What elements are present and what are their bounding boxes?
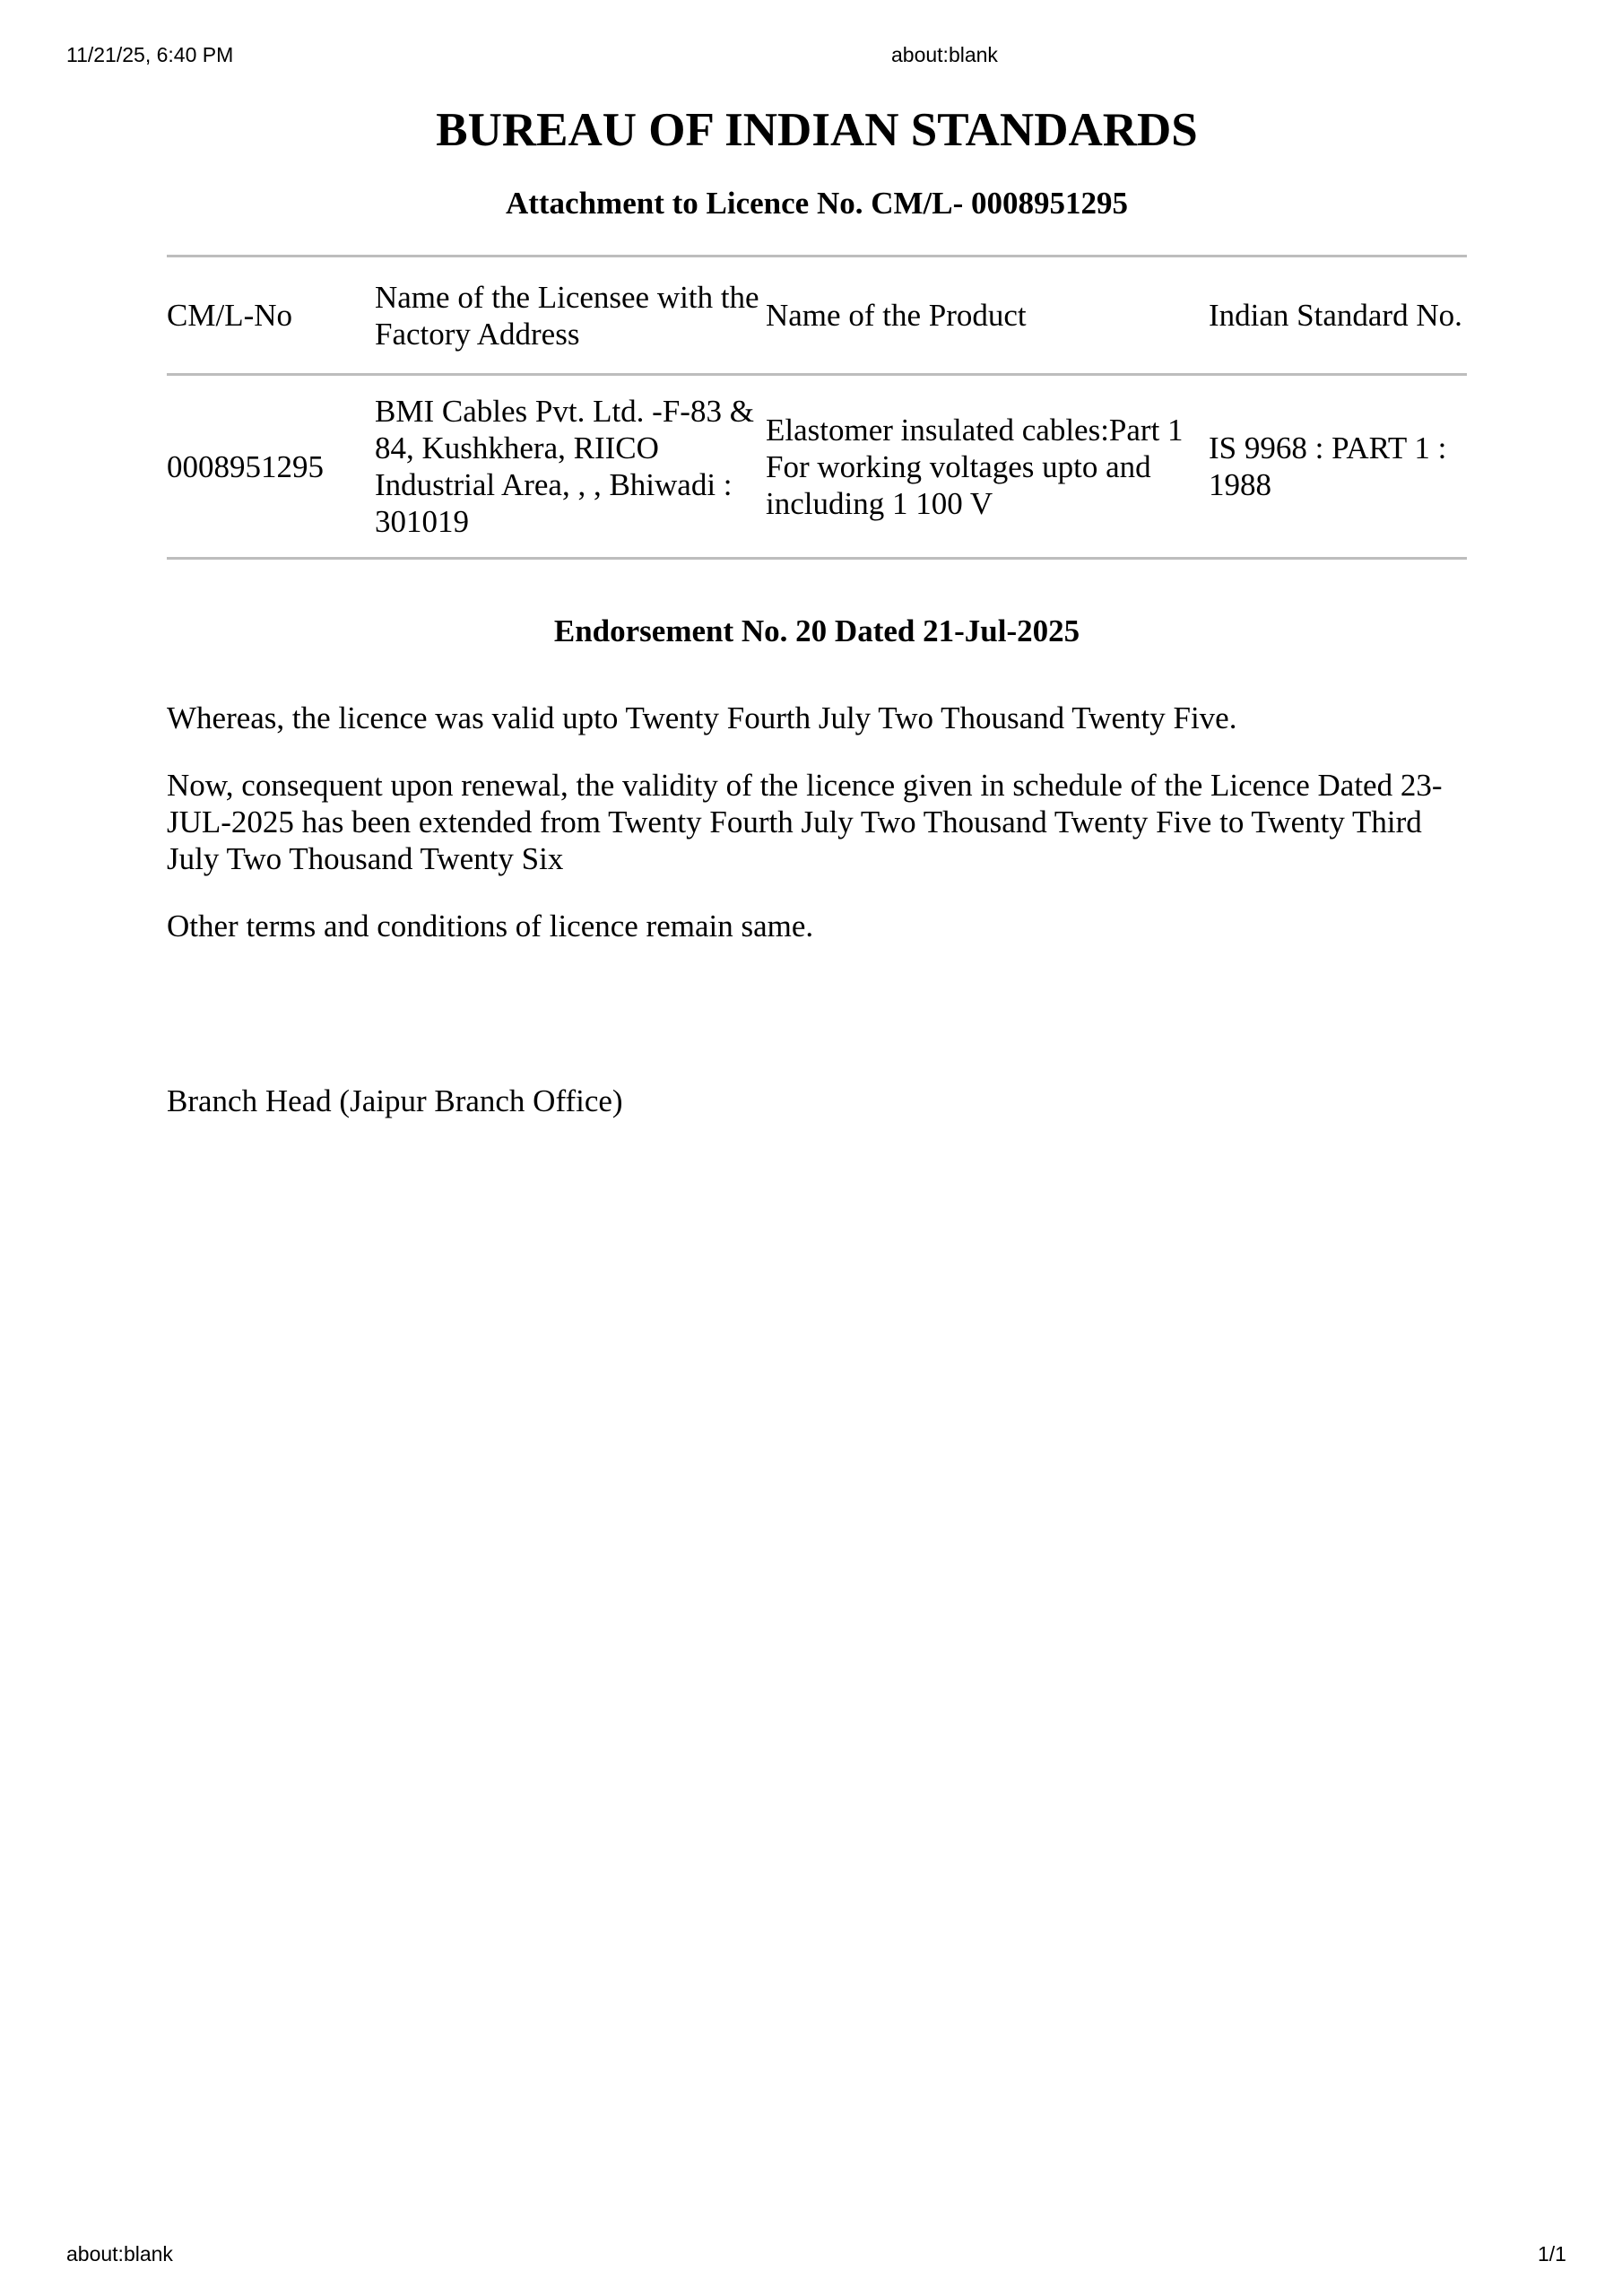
endorsement-heading: Endorsement No. 20 Dated 21-Jul-2025 <box>553 613 1080 648</box>
renewal-paragraph: Now, consequent upon renewal, the validity of the licence given in schedule of the Licence Dated 23-JUL-2025 has been extended from Twenty Fourth July Two Thousand Twenty Five to Twenty Third July Two Thousand Twenty Six <box>167 768 1443 876</box>
validity-paragraph: Whereas, the licence was valid upto Twenty Fourth July Two Thousand Twenty Five. <box>167 700 1237 735</box>
document-title: BUREAU OF INDIAN STANDARDS <box>436 104 1198 156</box>
print-header-url: about:blank <box>891 43 998 66</box>
print-footer-page: 1/1 <box>1538 2242 1566 2266</box>
licence-table <box>167 255 1467 560</box>
cell-cml-no: 0008951295 <box>167 448 324 484</box>
header-standard: Indian Standard No. <box>1209 298 1462 333</box>
terms-paragraph: Other terms and conditions of licence remain same. <box>167 909 814 944</box>
header-product: Name of the Product <box>766 298 1027 333</box>
print-header-datetime: 11/21/25, 6:40 PM <box>66 43 234 66</box>
table-header-row <box>167 257 1467 375</box>
licence-attachment-heading: Attachment to Licence No. CM/L- 0008951295 <box>505 186 1129 221</box>
header-licensee: Name of the Licensee with the Factory Address <box>375 279 759 352</box>
document-body <box>167 90 1467 1119</box>
header-cml-no: CM/L-No <box>167 298 292 333</box>
cell-product: Elastomer insulated cables:Part 1 For working voltages upto and including 1 100 V <box>766 412 1184 521</box>
print-footer-url: about:blank <box>66 2242 173 2266</box>
cell-licensee: BMI Cables Pvt. Ltd. -F-83 & 84, Kushkhera, RIICO Industrial Area, , , Bhiwadi : 301019 <box>375 394 754 539</box>
cell-standard: IS 9968 : PART 1 : 1988 <box>1209 430 1447 502</box>
signature-line: Branch Head (Jaipur Branch Office) <box>167 1083 623 1118</box>
table-row <box>167 375 1467 559</box>
